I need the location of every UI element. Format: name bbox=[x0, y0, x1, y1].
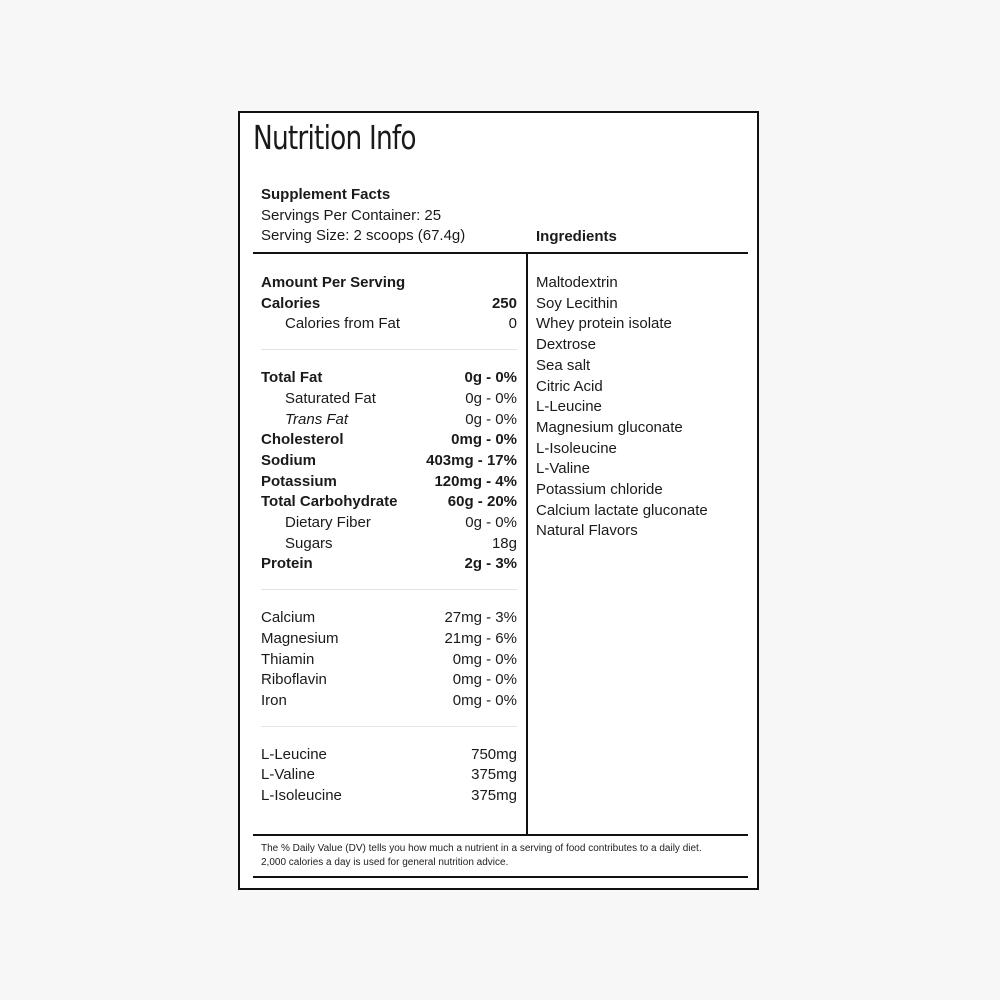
nutrient-label: Calories bbox=[261, 294, 321, 312]
nutrient-row bbox=[261, 786, 517, 807]
footnote-line: 2,000 calories a day is used for general nutrition advice. bbox=[261, 857, 509, 868]
nutrient-row bbox=[261, 472, 517, 493]
nutrient-label: L-Leucine bbox=[261, 745, 327, 763]
nutrient-value: 18g bbox=[491, 534, 517, 552]
ingredient-item: Citric Acid bbox=[536, 377, 603, 395]
supplement-facts-heading: Supplement Facts bbox=[261, 186, 391, 203]
serving-size: Serving Size: 2 scoops (67.4g) bbox=[261, 227, 466, 245]
ingredient-item: Natural Flavors bbox=[536, 522, 638, 540]
nutrient-value: 0mg - 0% bbox=[452, 691, 517, 709]
footnote-line: The % Daily Value (DV) tells you how much a nutrient in a serving of food contributes to a daily diet. bbox=[261, 843, 702, 854]
ingredient-item: L-Isoleucine bbox=[536, 439, 617, 457]
nutrient-label: Magnesium bbox=[261, 629, 339, 647]
nutrient-row bbox=[261, 451, 517, 472]
daily-value-footnote bbox=[261, 842, 746, 870]
footnote-top-divider bbox=[253, 834, 748, 836]
nutrient-label: Sugars bbox=[285, 534, 333, 552]
nutrient-value: 120mg - 4% bbox=[434, 472, 517, 490]
ingredient-item: Dextrose bbox=[536, 336, 597, 354]
nutrient-row bbox=[261, 650, 517, 671]
nutrient-label: Total Carbohydrate bbox=[261, 493, 398, 511]
nutrient-row bbox=[261, 513, 517, 534]
nutrient-row bbox=[261, 745, 517, 766]
nutrient-label: Cholesterol bbox=[261, 431, 344, 449]
nutrient-value: 0mg - 0% bbox=[452, 650, 517, 668]
footnote-bottom-divider bbox=[253, 876, 748, 878]
nutrient-row bbox=[261, 389, 517, 410]
nutrient-label: Riboflavin bbox=[261, 671, 327, 689]
nutrient-row bbox=[261, 410, 517, 431]
nutrient-row bbox=[261, 765, 517, 786]
nutrient-value: 27mg - 3% bbox=[444, 609, 517, 627]
nutrient-row bbox=[261, 368, 517, 389]
nutrient-row bbox=[261, 314, 517, 335]
nutrient-value: 250 bbox=[491, 294, 517, 312]
nutrient-row bbox=[261, 670, 517, 691]
nutrient-value: 375mg bbox=[471, 787, 517, 805]
nutrient-value: 0g - 0% bbox=[465, 410, 517, 428]
ingredient-item: L-Leucine bbox=[536, 398, 602, 416]
ingredient-item: Sea salt bbox=[536, 356, 591, 374]
nutrient-value: 0 bbox=[508, 315, 517, 333]
nutrient-label: Dietary Fiber bbox=[285, 514, 371, 532]
nutrient-value: 375mg bbox=[471, 766, 517, 784]
nutrient-label: Trans Fat bbox=[285, 410, 349, 428]
nutrient-label: Sodium bbox=[261, 451, 316, 469]
ingredients-panel bbox=[536, 273, 746, 542]
nutrient-label: Thiamin bbox=[261, 650, 315, 668]
ingredient-item: Potassium chloride bbox=[536, 481, 663, 499]
column-divider bbox=[526, 253, 528, 835]
nutrient-label: Potassium bbox=[261, 472, 337, 490]
section-separator bbox=[261, 589, 517, 590]
amount-per-serving-heading: Amount Per Serving bbox=[261, 274, 406, 291]
nutrient-label: Calcium bbox=[261, 609, 316, 627]
nutrient-label: Iron bbox=[261, 691, 287, 709]
ingredient-item: Maltodextrin bbox=[536, 274, 618, 291]
page-title: Nutrition Info bbox=[253, 118, 416, 157]
servings-per-container: Servings Per Container: 25 bbox=[261, 206, 442, 224]
nutrient-row bbox=[261, 294, 517, 315]
nutrient-row bbox=[261, 691, 517, 712]
nutrient-value: 60g - 20% bbox=[447, 493, 517, 511]
nutrient-value: 0g - 0% bbox=[465, 389, 517, 407]
ingredient-item: Magnesium gluconate bbox=[536, 418, 683, 436]
nutrient-value: 403mg - 17% bbox=[426, 451, 517, 469]
nutrient-value: 0g - 0% bbox=[465, 514, 517, 532]
ingredients-heading: Ingredients bbox=[536, 228, 617, 245]
nutrient-value: 0mg - 0% bbox=[452, 671, 517, 689]
nutrient-value: 750mg bbox=[471, 745, 517, 763]
nutrient-value: 0mg - 0% bbox=[451, 431, 517, 449]
header-divider bbox=[253, 252, 748, 254]
nutrient-table bbox=[261, 273, 517, 807]
nutrient-row bbox=[261, 430, 517, 451]
nutrition-label-card bbox=[238, 111, 759, 890]
ingredient-item: Calcium lactate gluconate bbox=[536, 501, 708, 519]
nutrient-label: Total Fat bbox=[261, 369, 323, 387]
ingredients-list bbox=[536, 273, 746, 542]
nutrient-row bbox=[261, 492, 517, 513]
nutrient-row bbox=[261, 554, 517, 575]
nutrient-label: Calories from Fat bbox=[285, 315, 401, 333]
nutrient-row bbox=[261, 629, 517, 650]
supplement-facts-header bbox=[261, 185, 465, 247]
nutrient-value: 2g - 3% bbox=[464, 555, 517, 573]
nutrient-value: 0g - 0% bbox=[464, 369, 517, 387]
section-separator bbox=[261, 726, 517, 727]
nutrient-value: 21mg - 6% bbox=[444, 629, 517, 647]
ingredient-item: L-Valine bbox=[536, 460, 590, 478]
nutrient-label: L-Valine bbox=[261, 766, 315, 784]
nutrient-row bbox=[261, 608, 517, 629]
ingredient-item: Soy Lecithin bbox=[536, 294, 618, 312]
nutrient-row bbox=[261, 534, 517, 555]
section-separator bbox=[261, 349, 517, 350]
ingredient-item: Whey protein isolate bbox=[536, 315, 672, 333]
nutrient-label: Protein bbox=[261, 555, 313, 573]
nutrient-label: L-Isoleucine bbox=[261, 787, 342, 805]
nutrient-label: Saturated Fat bbox=[285, 389, 376, 407]
